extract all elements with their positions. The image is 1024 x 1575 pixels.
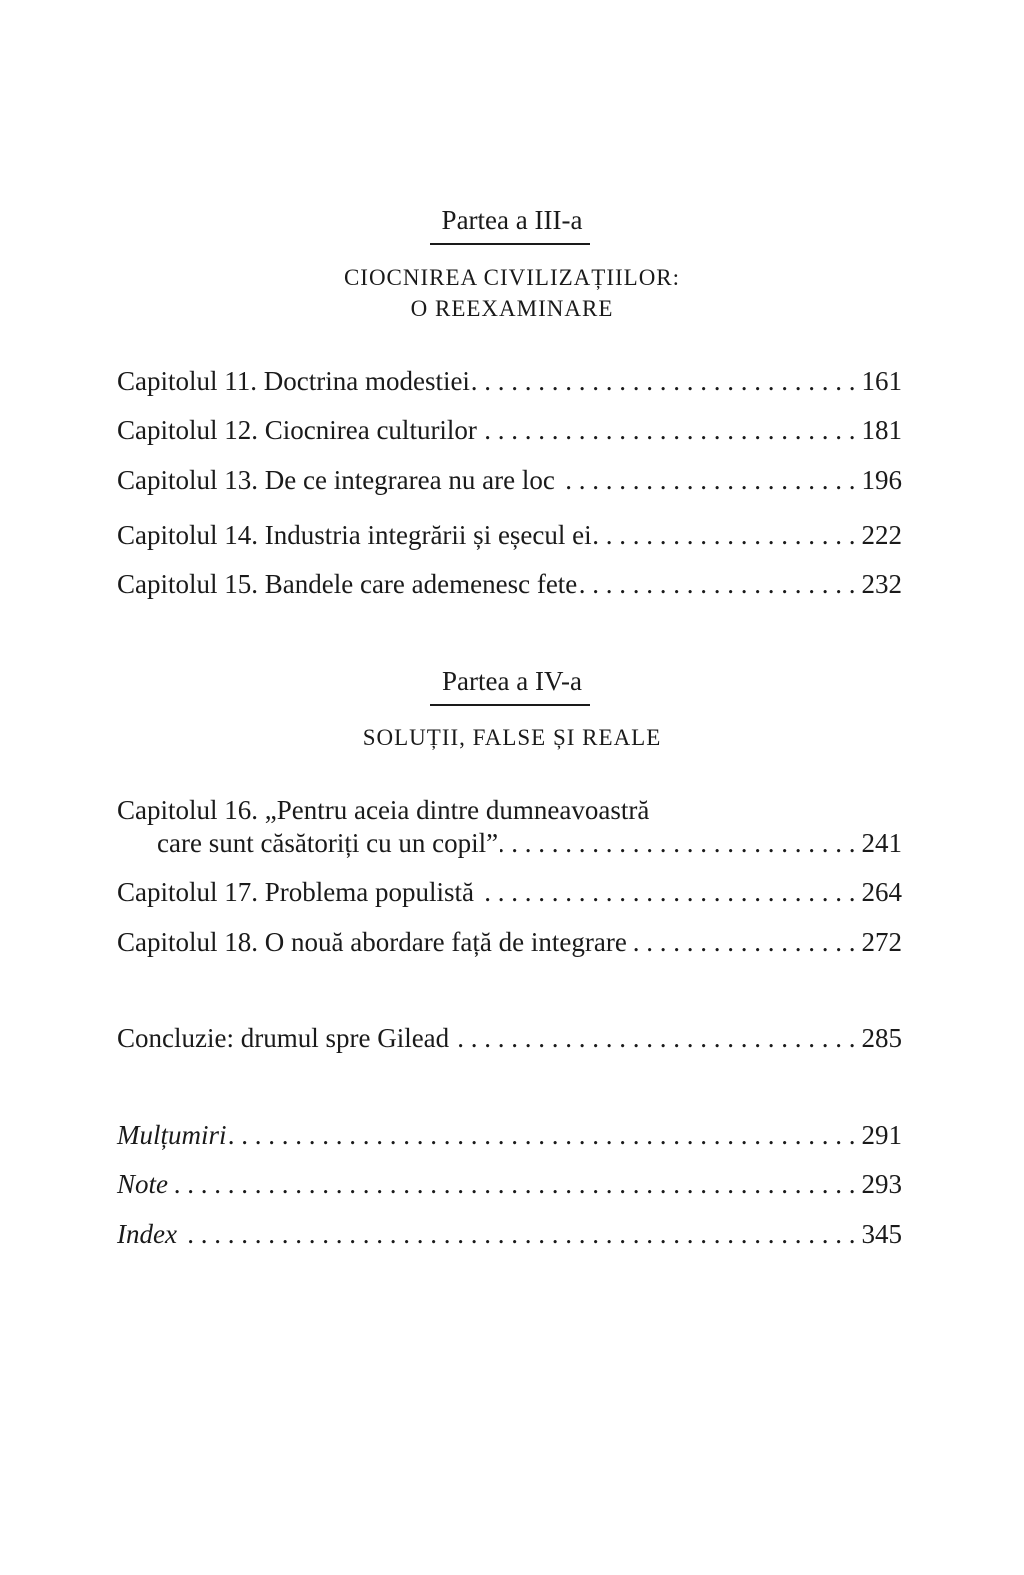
toc-entry-label: Capitolul 14. Industria integrării și eșecul ei [117, 520, 592, 550]
toc-entry-page: 264 [861, 877, 902, 907]
toc-entry-chapter-17[interactable] [117, 875, 902, 909]
part4-title: Partea a IV-a [442, 666, 582, 696]
leader-dots [594, 518, 856, 552]
toc-entry-page: 196 [861, 465, 902, 495]
toc-entry-chapter-14[interactable] [117, 518, 902, 552]
toc-entry-label: Mulțumiri [117, 1120, 227, 1150]
leader-dots [179, 1217, 856, 1251]
toc-entry-page: 285 [861, 1023, 902, 1053]
toc-entry-page: 241 [861, 828, 902, 858]
toc-entry-page: 161 [861, 366, 902, 396]
toc-entry-chapter-18[interactable] [117, 925, 902, 959]
toc-entry-chapter-11[interactable] [117, 364, 902, 398]
part3-heading-line1: CIOCNIREA CIVILIZAȚIILOR: [343, 265, 681, 290]
toc-entry-page: 181 [861, 415, 902, 445]
toc-entry-acknowledgements[interactable] [117, 1118, 902, 1152]
leader-dots [500, 826, 855, 860]
toc-entry-chapter-16[interactable] [157, 826, 902, 860]
toc-entry-label: Capitolul 13. De ce integrarea nu are loc [117, 465, 555, 495]
toc-entry-page: 222 [861, 520, 902, 550]
leader-dots [472, 364, 856, 398]
toc-entry-page: 293 [861, 1169, 902, 1199]
toc-entry-label: Capitolul 18. O nouă abordare față de integrare [117, 927, 627, 957]
toc-entry-chapter-16-line1[interactable]: Capitolul 16. „Pentru aceia dintre dumneavoastră [117, 795, 650, 825]
toc-entry-label: Capitolul 17. Problema populistă [117, 877, 474, 907]
toc-entry-label: Concluzie: drumul spre Gilead [117, 1023, 450, 1053]
toc-entry-label: Capitolul 15. Bandele care ademenesc fete [117, 569, 578, 599]
toc-entry-chapter-13[interactable] [117, 463, 902, 497]
toc-entry-label: Capitolul 12. Ciocnirea culturilor [117, 415, 477, 445]
leader-dots [229, 1118, 856, 1152]
leader-dots [479, 413, 856, 447]
toc-entry-label: Index [117, 1219, 177, 1249]
toc-entry-label: Capitolul 11. Doctrina modestiei [117, 366, 470, 396]
part3-heading-line2: O REEXAMINARE [410, 296, 614, 321]
leader-dots [579, 567, 855, 601]
leader-dots [476, 875, 856, 909]
toc-entry-label: Note [117, 1169, 168, 1199]
toc-entry-chapter-12[interactable] [117, 413, 902, 447]
leader-dots [629, 925, 856, 959]
part3-title: Partea a III-a [441, 205, 583, 235]
part3-title-underline [430, 243, 590, 245]
toc-entry-page: 272 [861, 927, 902, 957]
leader-dots [170, 1167, 856, 1201]
toc-entry-label: care sunt căsătoriți cu un copil” [157, 828, 499, 858]
toc-entry-page: 291 [861, 1120, 902, 1150]
toc-entry-index[interactable] [117, 1217, 902, 1251]
part4-heading: SOLUȚII, FALSE ȘI REALE [362, 725, 662, 750]
toc-entry-notes[interactable] [117, 1167, 902, 1201]
toc-entry-page: 345 [861, 1219, 902, 1249]
part4-title-underline [430, 704, 590, 706]
toc-entry-page: 232 [861, 569, 902, 599]
leader-dots [451, 1021, 855, 1055]
toc-entry-chapter-15[interactable] [117, 567, 902, 601]
toc-entry-conclusion[interactable] [117, 1021, 902, 1055]
leader-dots [557, 463, 856, 497]
